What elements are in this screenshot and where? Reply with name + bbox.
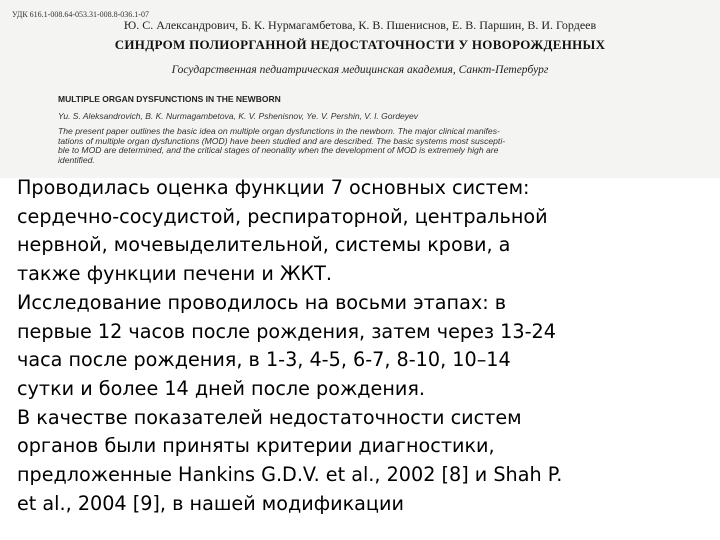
body-line: нервной, мочевыделительной, системы крови, а bbox=[17, 233, 511, 257]
article-title-ru: СИНДРОМ ПОЛИОРГАННОЙ НЕДОСТАТОЧНОСТИ У НОВОРОЖДЕННЫХ bbox=[114, 37, 606, 52]
body-line: et al., 2004 [9], в нашей модификации bbox=[17, 491, 404, 515]
body-line: сутки и более 14 дней после рождения. bbox=[17, 376, 425, 400]
abstract-line: identified. bbox=[58, 155, 95, 165]
article-title-en: MULTIPLE ORGAN DYSFUNCTIONS IN THE NEWBORN bbox=[58, 94, 281, 104]
affiliation-ru: Государственная педиатрическая медицинская академия, Санкт-Петербург bbox=[171, 64, 549, 76]
body-line: органов были приняты критерии диагностики, bbox=[17, 434, 495, 458]
udk-code: УДК 616.1-008.64-053.31-008.8-036.1-07 bbox=[12, 10, 149, 19]
abstract-line: The present paper outlines the basic idea on multiple organ dysfunctions in the newborn. The major clinical manifes- bbox=[58, 127, 500, 136]
body-line: часа после рождения, в 1-3, 4-5, 6-7, 8-10, 10–14 bbox=[17, 348, 511, 372]
body-line: также функции печени и ЖКТ. bbox=[17, 262, 332, 286]
scanned-article-header bbox=[0, 0, 720, 178]
abstract-line: tations of multiple organ dysfunctions (MOD) have been studied and are described. The basic systems most suscepti- bbox=[58, 136, 506, 146]
body-line: Исследование проводилось на восьми этапах: в bbox=[17, 290, 507, 314]
body-line: предложенные Hankins G.D.V. et al., 2002 [8] и Shah P. bbox=[17, 463, 563, 487]
authors-en: Yu. S. Aleksandrovich, B. K. Nurmagambetova, K. V. Pshenisnov, Ye. V. Pershin, V. I. Gordeyev bbox=[58, 111, 419, 121]
slide-body-text bbox=[17, 174, 713, 518]
body-line: сердечно-сосудистой, респираторной, центральной bbox=[17, 204, 548, 228]
body-line: В качестве показателей недостаточности систем bbox=[17, 405, 522, 429]
abstract-line: ble to MOD are determined, and the critical stages of neonality when the development of MOD is extremely high are bbox=[58, 146, 499, 156]
body-line: Проводилась оценка функции 7 основных систем: bbox=[17, 176, 530, 199]
body-line: первые 12 часов после рождения, затем через 13-24 bbox=[17, 319, 556, 343]
abstract-en bbox=[58, 127, 698, 165]
authors-ru: Ю. С. Александрович, Б. К. Нурмагамбетова, К. В. Пшениснов, Е. В. Паршин, В. И. Гордеев bbox=[123, 18, 597, 32]
